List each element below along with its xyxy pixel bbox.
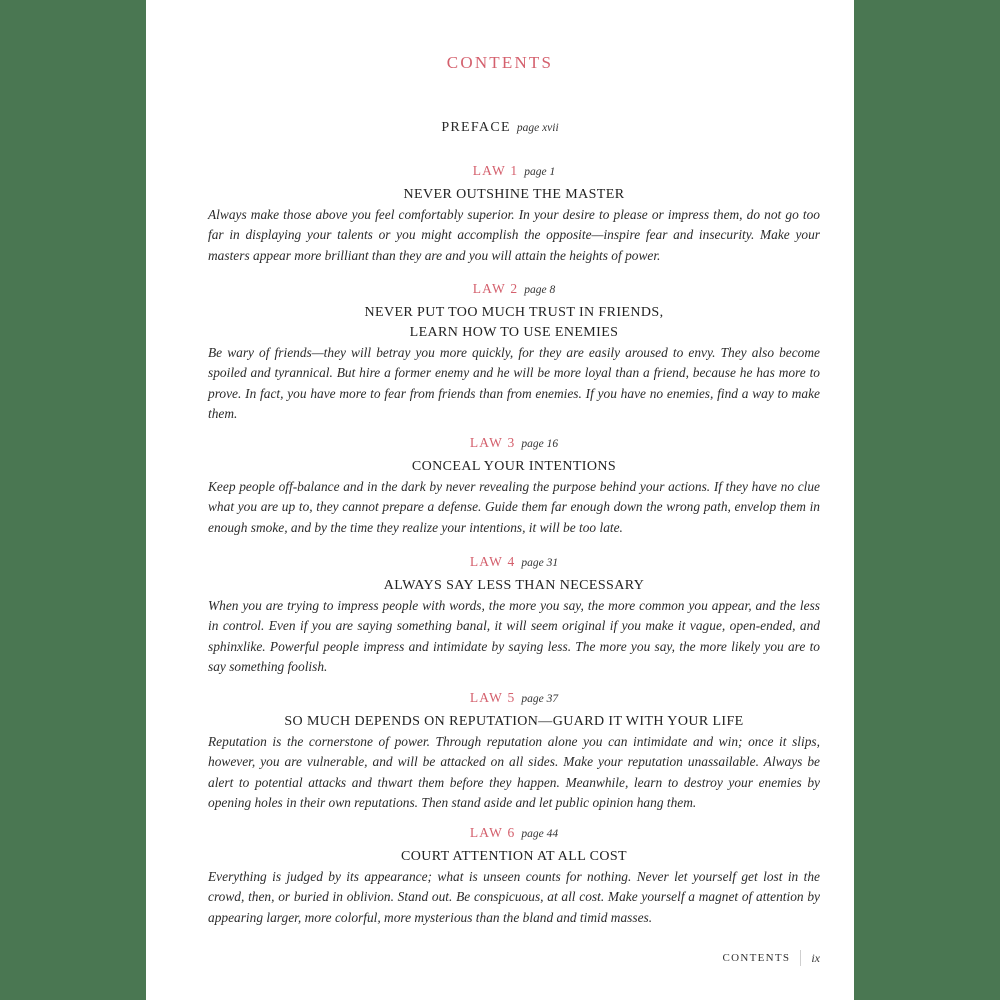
footer-page-number: ix — [811, 950, 820, 965]
law-number: LAW 5 — [469, 690, 516, 705]
book-page — [146, 0, 854, 1000]
toc-entry-law-3[interactable] — [208, 434, 820, 538]
toc-entry-preface[interactable] — [146, 120, 854, 136]
law-number: LAW 1 — [472, 163, 519, 178]
law-title: ALWAYS SAY LESS THAN NECESSARY — [383, 578, 645, 593]
law-description: Be wary of friends—they will betray you more quickly, for they are easily aroused to envy. They also become spoiled and tyrannical. But hire a former enemy and he will be more loyal than a friend, because he has more to prove. In fact, you have more to fear from friends than from enemies. If you have no enemies, find a way to make them. — [208, 345, 820, 421]
law-title-line-1: NEVER PUT TOO MUCH TRUST IN FRIENDS, — [364, 305, 664, 320]
law-page-ref: page 1 — [524, 166, 556, 178]
toc-entry-law-4[interactable] — [208, 553, 820, 677]
preface-page-ref: page xvii — [516, 122, 559, 134]
law-title: NEVER OUTSHINE THE MASTER — [403, 187, 625, 202]
law-title: COURT ATTENTION AT ALL COST — [401, 849, 627, 864]
toc-entry-law-5[interactable] — [208, 689, 820, 813]
law-number: LAW 4 — [469, 554, 516, 569]
law-number: LAW 6 — [469, 825, 516, 840]
toc-entry-law-2[interactable] — [208, 280, 820, 424]
law-page-ref: page 8 — [524, 284, 556, 296]
law-description: Keep people off-balance and in the dark by never revealing the purpose behind your actions. If they have no clue what you are up to, they cannot prepare a defense. Guide them far enough down the wrong path, envelop them in enough smoke, and by the time they realize your intentions, it will be too late. — [208, 479, 820, 535]
page-title: CONTENTS — [446, 53, 554, 72]
footer-section-label: CONTENTS — [722, 952, 791, 964]
law-page-ref: page 16 — [521, 438, 559, 450]
law-page-ref: page 31 — [521, 557, 559, 569]
toc-entry-law-1[interactable] — [208, 162, 820, 266]
law-number: LAW 3 — [469, 435, 516, 450]
law-number: LAW 2 — [472, 281, 519, 296]
toc-entry-law-6[interactable] — [208, 824, 820, 928]
law-title: CONCEAL YOUR INTENTIONS — [411, 459, 617, 474]
law-description: Always make those above you feel comfortably superior. In your desire to please or impress them, do not go too far in displaying your talents or you might accomplish the opposite—inspire fear and insecurity. Make your masters appear more brilliant than they are and you will attain the heights of power. — [208, 207, 820, 263]
law-description: When you are trying to impress people with words, the more you say, the more common you appear, and the less in control. Even if you are saying something banal, it will seem original if you make it vague, open-ended, and sphinxlike. Powerful people impress and intimidate by saying less. The more you say, the more likely you are to say something foolish. — [208, 598, 820, 674]
page-footer — [722, 950, 820, 966]
law-page-ref: page 44 — [521, 828, 559, 840]
law-description: Everything is judged by its appearance; what is unseen counts for nothing. Never let yourself get lost in the crowd, then, or buried in oblivion. Stand out. Be conspicuous, at all cost. Make yourself a magnet of attention by appearing larger, more colorful, more mysterious than the bland and timid masses. — [208, 869, 820, 925]
law-title-line-2: LEARN HOW TO USE ENEMIES — [409, 325, 619, 340]
law-description: Reputation is the cornerstone of power. Through reputation alone you can intimidate and win; once it slips, however, you are vulnerable, and will be attacked on all sides. Make your reputation unassailable. Always be alert to potential attacks and thwart them before they happen. Meanwhile, learn to destroy your enemies by opening holes in their own reputations. Then stand aside and let public opinion hang them. — [208, 734, 820, 810]
footer-divider — [800, 950, 801, 966]
law-title: SO MUCH DEPENDS ON REPUTATION—GUARD IT WITH YOUR LIFE — [284, 714, 744, 729]
law-page-ref: page 37 — [521, 693, 559, 705]
preface-label: PREFACE — [441, 120, 511, 135]
